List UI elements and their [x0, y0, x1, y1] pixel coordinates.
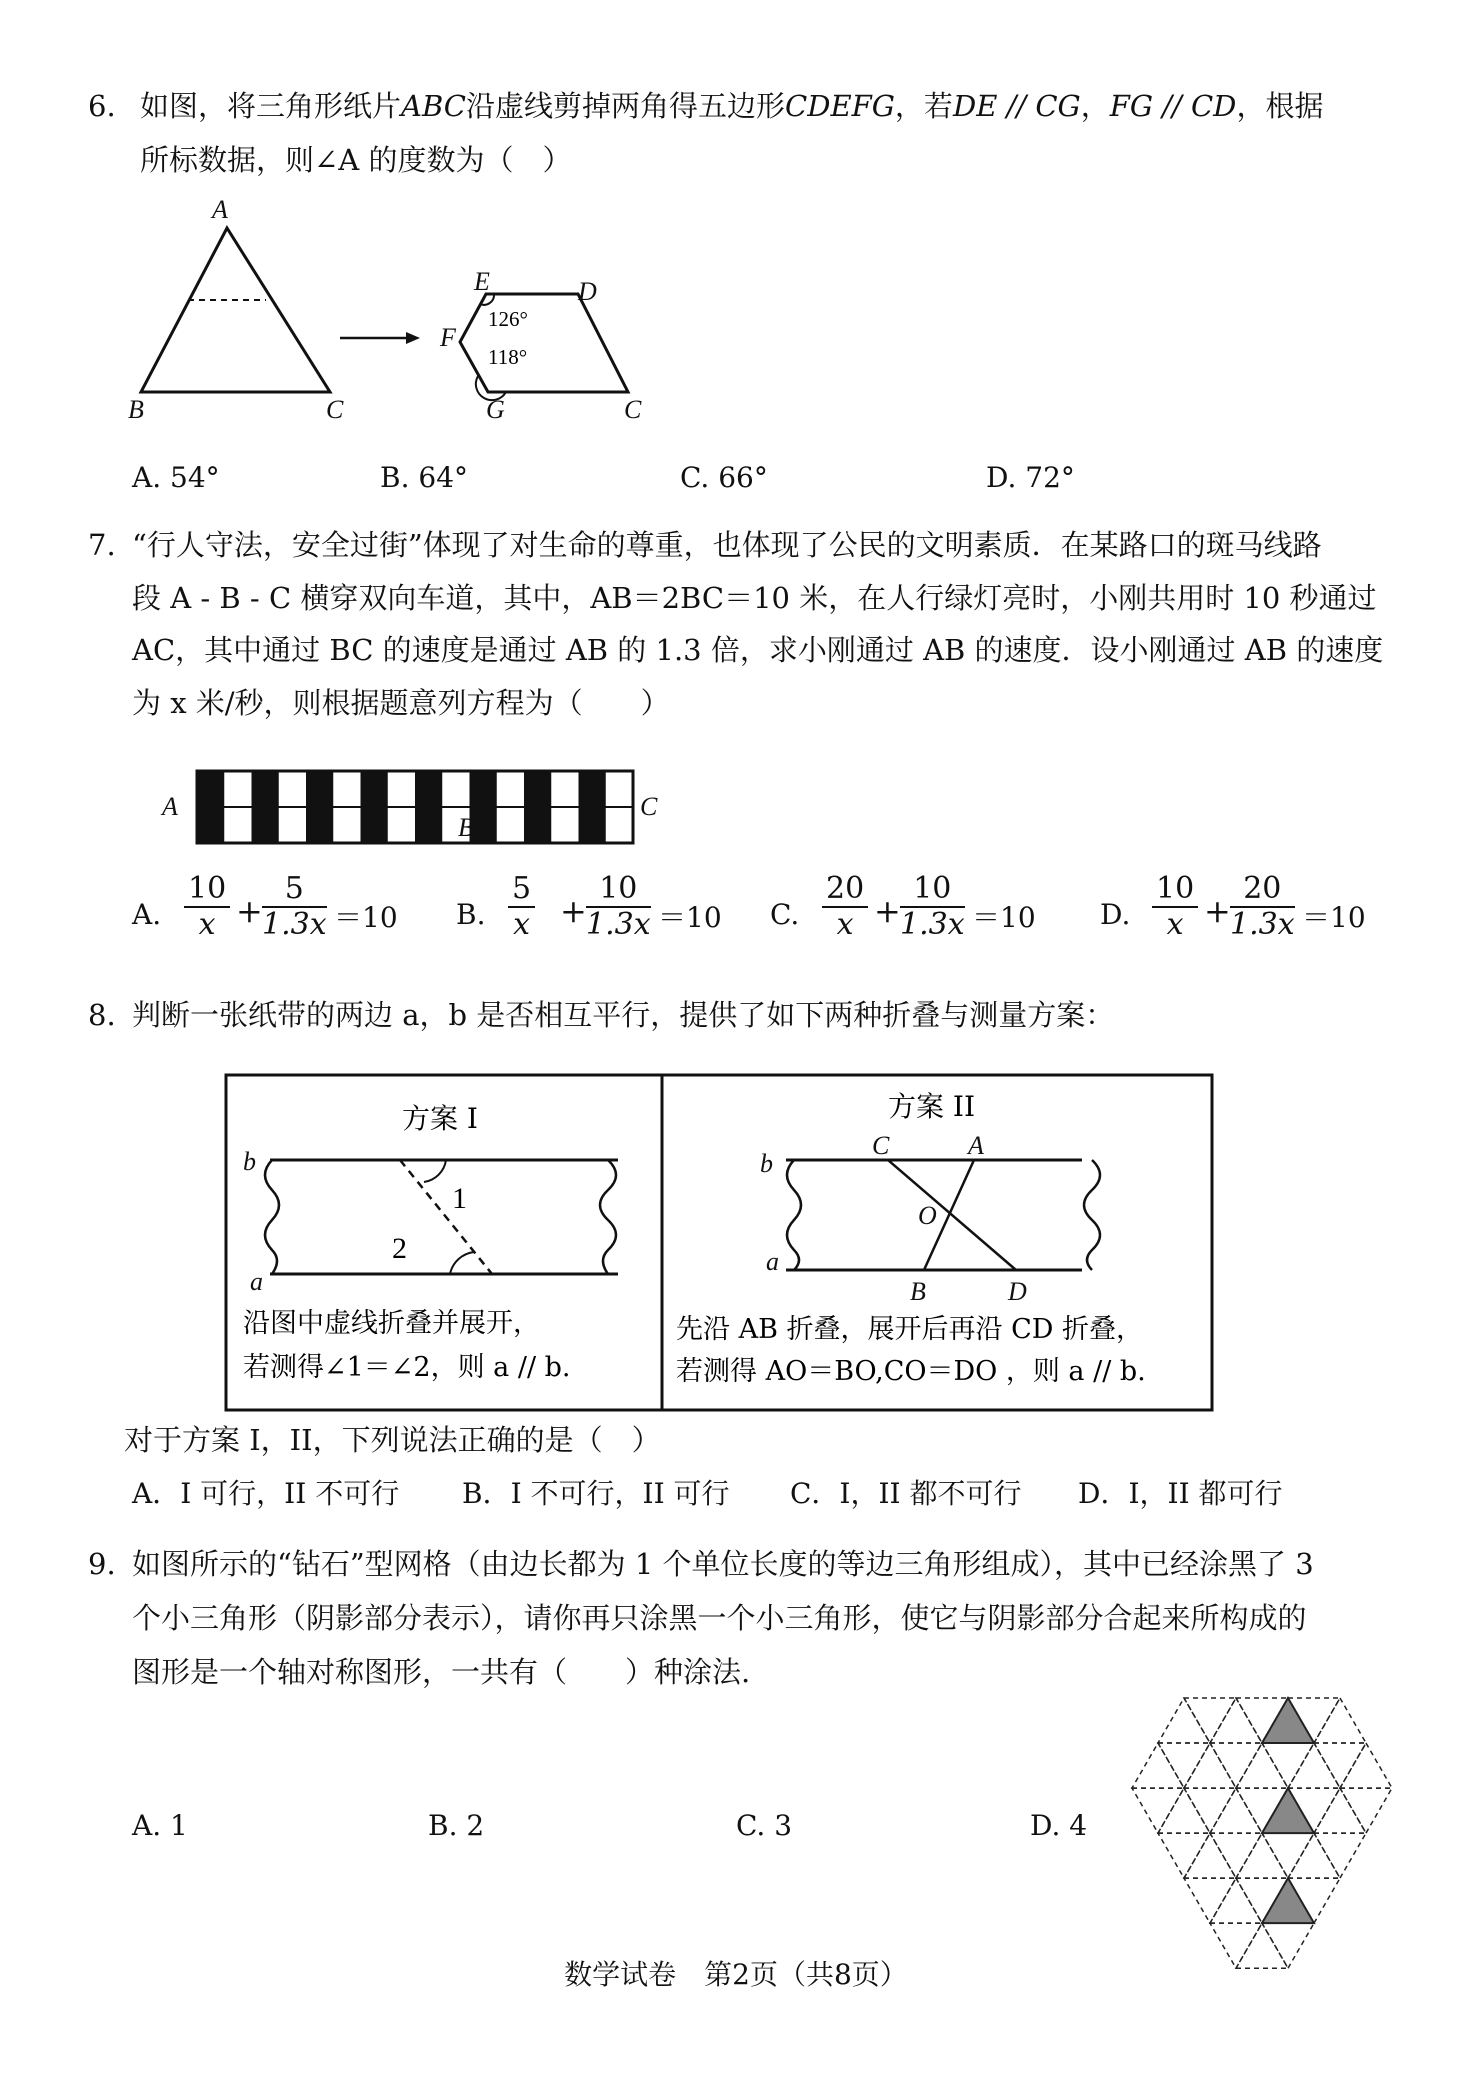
grid-triangle — [1184, 1698, 1236, 1743]
denominator-1: x — [836, 907, 854, 942]
q6-text-f: DE // CG — [952, 89, 1081, 123]
grid-triangle — [1184, 1788, 1236, 1833]
numerator-2: 10 — [900, 872, 965, 908]
numerator-2: 10 — [586, 872, 651, 908]
q7-line3: AC，其中通过 BC 的速度是通过 AB 的 1.3 倍，求小刚通过 AB 的速度．设小刚通过 AB 的速度 — [132, 633, 1384, 667]
q6-text-d: CDEFG — [785, 89, 895, 123]
q6-text-g: ， — [1080, 89, 1110, 123]
q6-text-e: ，若 — [894, 89, 953, 123]
grid-triangle — [1158, 1698, 1210, 1743]
q8-s2-desc2: 若测得 AO＝BO,CO＝DO ，则 a // b. — [676, 1356, 1146, 1387]
q8-option-B[interactable]: B．I 不可行，II 可行 — [462, 1477, 730, 1510]
q6-option-C[interactable]: C. 66° — [680, 461, 768, 494]
numerator-1: 10 — [1152, 872, 1198, 908]
q9-option-C[interactable]: C. 3 — [736, 1809, 793, 1842]
grid-triangle — [1236, 1743, 1288, 1788]
q8-s2-label-b: b — [760, 1149, 773, 1178]
q8-s2-label-D: D — [1008, 1277, 1027, 1306]
shaded-triangle — [1262, 1788, 1314, 1833]
q7-label-B: B — [458, 813, 474, 842]
grid-triangle — [1314, 1698, 1366, 1743]
grid-triangle — [1184, 1878, 1236, 1923]
q9-line3: 图形是一个轴对称图形，一共有（ ）种涂法. — [132, 1655, 751, 1689]
q8-s1-label-1: 1 — [452, 1182, 467, 1215]
q8-s2-label-A: A — [968, 1131, 984, 1160]
q6-text-b: ABC — [401, 89, 466, 123]
option-letter: D. — [1100, 898, 1131, 931]
grid-triangle — [1158, 1788, 1210, 1833]
q8-option-D[interactable]: D．I，II 都可行 — [1078, 1477, 1283, 1510]
q6-label-G: G — [486, 395, 505, 424]
q8-option-A[interactable]: A．I 可行，II 不可行 — [132, 1477, 400, 1510]
q8-line1: 判断一张纸带的两边 a，b 是否相互平行，提供了如下两种折叠与测量方案： — [132, 998, 1115, 1032]
option-letter: B. — [456, 898, 486, 931]
grid-triangle — [1158, 1833, 1210, 1878]
plus-sign: + — [874, 892, 901, 930]
q7-line2: 段 A - B - C 横穿双向车道，其中，AB＝2BC＝10 米，在人行绿灯亮时，小刚共用时 10 秒通过 — [132, 581, 1377, 615]
plus-sign: + — [1204, 892, 1231, 930]
denominator-2: 1.3x — [1230, 907, 1295, 942]
grid-triangle — [1262, 1833, 1314, 1878]
q9-option-B[interactable]: B. 2 — [428, 1809, 485, 1842]
q6-option-D[interactable]: D. 72° — [986, 461, 1075, 494]
denominator-1: x — [1166, 907, 1184, 942]
numerator-1: 20 — [822, 872, 868, 908]
grid-triangle — [1314, 1743, 1366, 1788]
q6-angle-126: 126° — [488, 307, 528, 331]
grid-triangle — [1210, 1878, 1262, 1923]
q7-label-C: C — [640, 792, 658, 821]
grid-triangle — [1340, 1743, 1392, 1788]
grid-triangle — [1210, 1698, 1262, 1743]
q6-text-i: ，根据 — [1236, 89, 1324, 123]
q6-option-B[interactable]: B. 64° — [380, 461, 469, 494]
q6-label-A: A — [212, 195, 228, 224]
q8-prompt: 对于方案 I，II，下列说法正确的是（ ） — [124, 1423, 661, 1457]
option-letter: C. — [770, 898, 800, 931]
q6-label-C2: C — [624, 395, 642, 424]
q7-line1: “行人守法，安全过街”体现了对生命的尊重，也体现了公民的文明素质．在某路口的斑马线路 — [132, 528, 1322, 562]
q8-number: 8. — [88, 998, 116, 1032]
denominator-2: 1.3x — [262, 907, 327, 942]
equation-rhs: ＝10 — [1302, 901, 1366, 934]
q6-label-D: D — [578, 277, 597, 306]
q8-s2-title: 方案 II — [888, 1090, 976, 1123]
q9-option-D[interactable]: D. 4 — [1030, 1809, 1088, 1842]
q8-s1-desc1: 沿图中虚线折叠并展开， — [243, 1308, 540, 1339]
q8-s1-desc2: 若测得∠1＝∠2，则 a // b. — [243, 1352, 571, 1383]
numerator-2: 5 — [262, 872, 327, 908]
denominator-2: 1.3x — [900, 907, 965, 942]
q8-s2-label-B: B — [910, 1277, 926, 1306]
q9-line2: 个小三角形（阴影部分表示），请你再只涂黑一个小三角形，使它与阴影部分合起来所构成的 — [132, 1601, 1307, 1635]
q8-s1-title: 方案 I — [402, 1102, 478, 1135]
q7-number: 7. — [88, 528, 116, 562]
q9-grid-lines — [1132, 1698, 1392, 1968]
q6-label-E: E — [474, 267, 490, 296]
denominator-2: 1.3x — [586, 907, 651, 942]
q6-number: 6. — [88, 89, 116, 123]
q6-option-A[interactable]: A. 54° — [132, 461, 220, 494]
q8-s2-label-O: O — [918, 1201, 937, 1230]
grid-triangle — [1262, 1743, 1314, 1788]
grid-triangle — [1132, 1788, 1184, 1833]
grid-triangle — [1236, 1833, 1288, 1878]
q7-line4: 为 x 米/秒，则根据题意列方程为（ ） — [132, 686, 670, 720]
grid-triangle — [1340, 1788, 1392, 1833]
shaded-triangle — [1262, 1878, 1314, 1923]
equation-rhs: ＝10 — [334, 901, 398, 934]
equation-rhs: ＝10 — [658, 901, 722, 934]
q6-text-c: 沿虚线剪掉两角得五边形 — [466, 89, 786, 123]
grid-triangle — [1314, 1788, 1366, 1833]
q6-label-F: F — [440, 323, 456, 352]
grid-triangle — [1314, 1833, 1366, 1878]
grid-triangle — [1210, 1788, 1262, 1833]
q7-label-A: A — [162, 792, 178, 821]
q9-line1: 如图所示的“钻石”型网格（由边长都为 1 个单位长度的等边三角形组成），其中已经涂黑了 3 — [132, 1547, 1314, 1581]
numerator-1: 10 — [184, 872, 230, 908]
denominator-1: x — [198, 907, 216, 942]
q8-s2-desc1: 先沿 AB 折叠，展开后再沿 CD 折叠， — [676, 1314, 1143, 1345]
plus-sign: + — [236, 892, 263, 930]
denominator-1: x — [513, 907, 530, 942]
q6-text-a: 如图，将三角形纸片 — [140, 89, 402, 123]
q6-line2: 所标数据，则∠A 的度数为（ ） — [140, 143, 572, 177]
numerator-1: 5 — [508, 872, 535, 908]
grid-triangle — [1210, 1743, 1262, 1788]
q8-s1-label-2: 2 — [392, 1232, 407, 1265]
grid-triangle — [1158, 1743, 1210, 1788]
grid-triangle — [1184, 1833, 1236, 1878]
q8-s2-label-a: a — [766, 1247, 779, 1276]
q8-s2-label-C: C — [872, 1131, 890, 1160]
numerator-2: 20 — [1230, 872, 1295, 908]
grid-triangle — [1132, 1743, 1184, 1788]
option-letter: A. — [132, 898, 162, 931]
plus-sign: + — [560, 892, 587, 930]
q6-label-C: C — [326, 395, 344, 424]
q8-s1-label-a: a — [250, 1267, 263, 1296]
q8-s1-label-b: b — [243, 1147, 256, 1176]
q6-label-B: B — [128, 395, 144, 424]
grid-triangle — [1210, 1833, 1262, 1878]
q9-number: 9. — [88, 1547, 116, 1581]
q8-option-C[interactable]: C．I，II 都不可行 — [790, 1477, 1022, 1510]
page-footer: 数学试卷 第2页（共8页） — [564, 1958, 908, 1991]
q9-option-A[interactable]: A. 1 — [132, 1809, 188, 1842]
grid-triangle — [1184, 1743, 1236, 1788]
equation-rhs: ＝10 — [972, 901, 1036, 934]
q6-angle-118: 118° — [488, 345, 528, 369]
q6-text-h: FG // CD — [1109, 89, 1237, 123]
grid-triangle — [1288, 1743, 1340, 1788]
shaded-triangle — [1262, 1698, 1314, 1743]
grid-triangle — [1288, 1833, 1340, 1878]
